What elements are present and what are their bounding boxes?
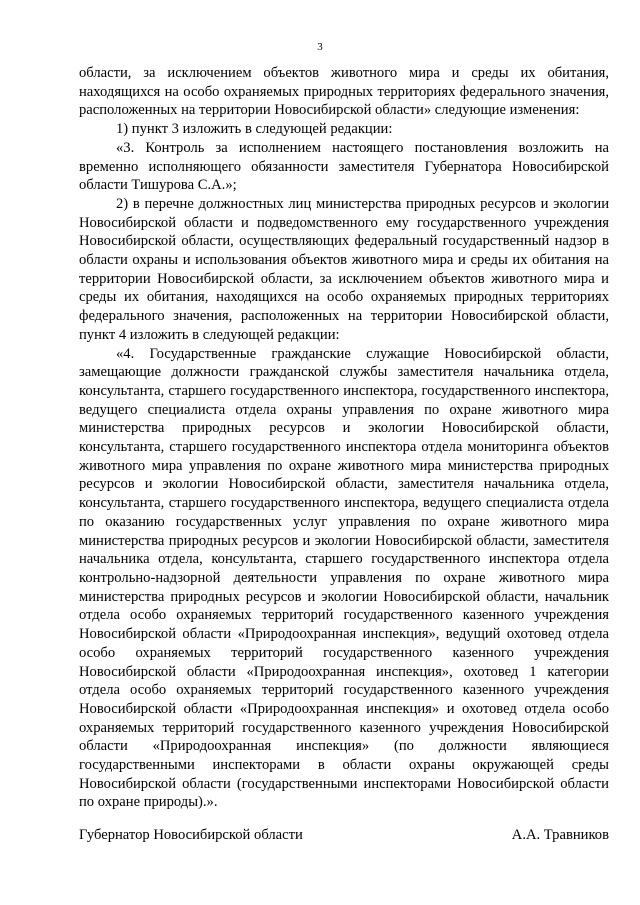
signature-position: Губернатор Новосибирской области bbox=[79, 827, 303, 843]
signature-name: А.А. Травников bbox=[511, 827, 609, 843]
paragraph-item-1-text: «3. Контроль за исполнением настоящего постановления возложить на временно исполняющего обязанности заместителя Губернатора Новосибирской области Тишурова С.А.»; bbox=[79, 139, 609, 194]
paragraph-intro: области, за исключением объектов животного мира и среды их обитания, находящихся на особо охраняемых природных территориях федерального значения, расположенных на территории Новосибирской области» следующие изменения: bbox=[79, 65, 609, 119]
paragraph-item-2-text: «4. Государственные гражданские служащие Новосибирской области, замещающие должности гражданской службы заместителя начальника отдела, консультанта, старшего государственного инспектора, государственного инспектора, ведущего специалиста отдела охраны управления по охране животного мира министерства природных ресурсов и экологии Новосибирской области, консультанта, старшего государственного инспектора отдела мониторинга объектов животного мира управления по охране животного мира министерства природных ресурсов и экологии Новосибирской области, заместителя начальника отдела, консультанта, старшего государственного инспектора, ведущего специалиста отдела по оказанию государственных услуг управления по охране животного мира министерства природных ресурсов и экологии Новосибирской области, заместителя начальника отдела, консультанта, старшего государственного инспектора отдела контрольно-надзорной деятельности управления по охране животного мира министерства природных ресурсов и экологии Новосибирской области, начальник отдела особо охраняемых территорий государственного казенного учреждения Новосибирской области «Природоохранная инспекция», ведущий охотовед отдела особо охраняемых территорий государственного казенного учреждения Новосибирской области «Природоохранная инспекция», охотовед 1 категории отдела особо охраняемых территорий государственного казенного учреждения Новосибирской области «Природоохранная инспекция» и охотовед отдела особо охраняемых территорий государственного казенного учреждения Новосибирской области «Природоохранная инспекция» (по должности являющиеся государственными инспекторами в области охраны окружающей среды Новосибирской области (государственными инспекторами Новосибирской области по охране природы).». bbox=[79, 345, 609, 811]
paragraph-item-1: 1) пункт 3 изложить в следующей редакции: bbox=[116, 121, 393, 138]
page-number: 3 bbox=[317, 41, 323, 53]
paragraph-item-2: 2) в перечне должностных лиц министерства природных ресурсов и экологии Новосибирской области и подведомственного ему государственного учреждения Новосибирской области, осуществляющих федеральный государственный надзор в области охраны и использования объектов животного мира и среды их обитания на территории Новосибирской области, за исключением объектов животного мира и среды их обитания, находящихся на особо охраняемых природных территориях федерального значения, расположенных на территории Новосибирской области, пункт 4 изложить в следующей редакции: bbox=[79, 195, 609, 343]
document-body bbox=[79, 64, 609, 812]
